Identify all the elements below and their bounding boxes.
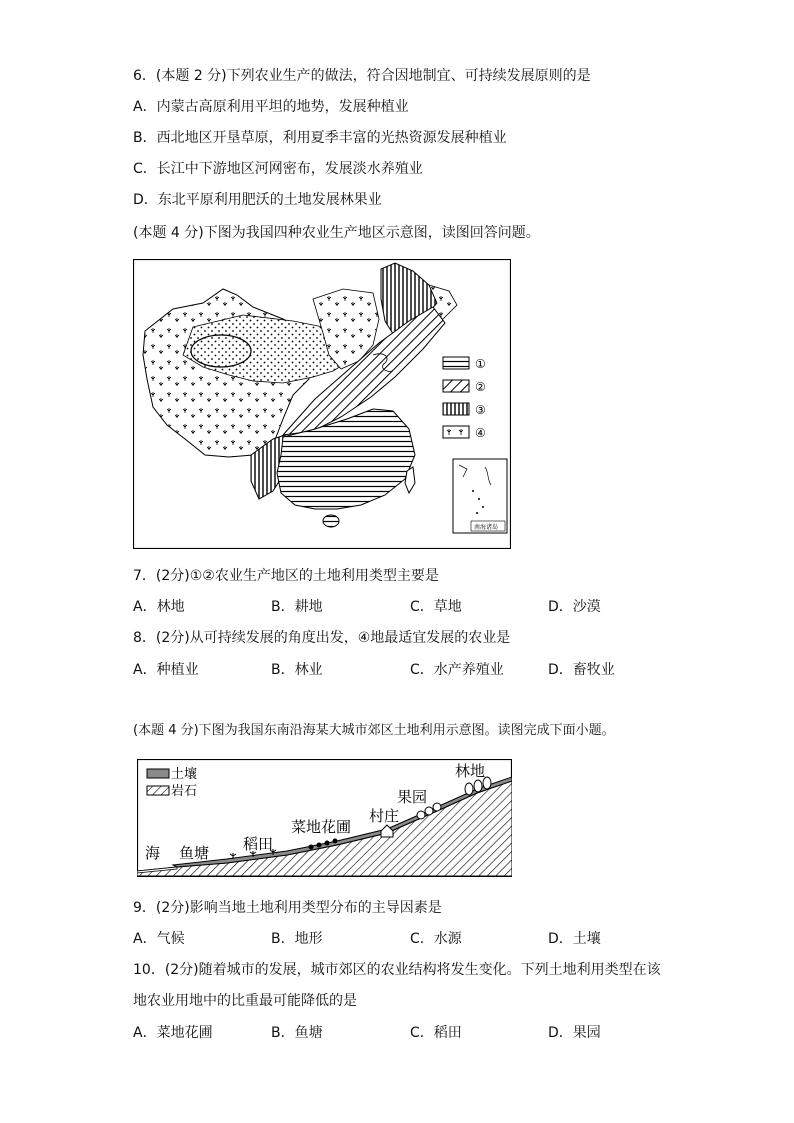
group1-intro: (本题 4 分)下图为我国四种农业生产地区示意图，读图回答问题。	[133, 225, 540, 241]
legend-soil-label: 土壤	[171, 767, 198, 782]
hainan	[323, 515, 339, 527]
q8-option-a: A．种植业	[133, 662, 199, 678]
legend-label-1: ①	[475, 357, 486, 371]
legend-label-3: ③	[475, 403, 486, 417]
label-orchard: 果园	[397, 788, 428, 806]
label-sea: 海	[145, 844, 161, 862]
q7-option-a: A．林地	[133, 599, 185, 615]
q9-option-c: C．水源	[410, 931, 462, 947]
legend-rock-label: 岩石	[171, 784, 198, 799]
q10-option-b: B．鱼塘	[271, 1025, 323, 1041]
q6-stem: 6．(本题 2 分)下列农业生产的做法，符合因地制宜、可持续发展原则的是	[133, 68, 591, 84]
q7-option-c: C．草地	[410, 599, 462, 615]
legend-soil-swatch	[147, 769, 169, 778]
q10-option-c: C．稻田	[410, 1025, 462, 1041]
q6-option-c: C．长江中下游地区河网密布，发展淡水养殖业	[133, 161, 423, 177]
q10-stem-line1: 10．(2分)随着城市的发展，城市郊区的农业结构将发生变化。下列土地利用类型在该	[133, 962, 661, 978]
q9-option-d: D．土壤	[548, 931, 601, 947]
q10-stem-line2: 地农业用地中的比重最可能降低的是	[133, 993, 357, 1009]
q8-option-b: B．林业	[271, 662, 323, 678]
q8-stem: 8．(2分)从可持续发展的角度出发，④地最适宜发展的农业是	[133, 630, 511, 646]
group2-intro: (本题 4 分)下图为我国东南沿海某大城市郊区土地利用示意图。读图完成下面小题。	[133, 723, 615, 738]
q6-option-b: B．西北地区开垦草原，利用夏季丰富的光热资源发展种植业	[133, 130, 507, 146]
q9-option-a: A．气候	[133, 931, 185, 947]
basin-oval	[191, 335, 251, 367]
q7-option-d: D．沙漠	[548, 599, 601, 615]
legend-swatch-1	[443, 357, 469, 369]
legend-label-2: ②	[475, 380, 486, 394]
q9-stem: 9．(2分)影响当地土地利用类型分布的主导因素是	[133, 900, 442, 916]
inset-label: 南海诸岛	[474, 524, 499, 531]
q7-stem: 7．(2分)①②农业生产地区的土地利用类型主要是	[133, 568, 439, 584]
q10-option-d: D．果园	[548, 1025, 601, 1041]
label-forest: 林地	[455, 762, 486, 780]
label-village: 村庄	[369, 807, 400, 825]
south-china-sea-inset	[453, 459, 507, 533]
legend-rock-swatch	[147, 786, 169, 795]
q8-option-c: C．水产养殖业	[410, 662, 504, 678]
q6-option-d: D．东北平原利用肥沃的土地发展林果业	[133, 192, 382, 208]
label-paddy: 稻田	[243, 835, 274, 853]
legend-swatch-4	[443, 426, 469, 438]
q10-option-a: A．菜地花圃	[133, 1025, 213, 1041]
q7-option-b: B．耕地	[271, 599, 323, 615]
legend-swatch-2	[443, 380, 469, 392]
q6-option-a: A．内蒙古高原利用平坦的地势，发展种植业	[133, 99, 409, 115]
q8-option-d: D．畜牧业	[548, 662, 615, 678]
legend-label-4: ④	[475, 426, 486, 440]
label-garden: 菜地花圃	[291, 818, 352, 836]
china-agriculture-map	[133, 259, 511, 549]
land-use-profile-diagram	[137, 759, 512, 877]
label-pond: 鱼塘	[179, 844, 210, 862]
legend-swatch-3	[443, 403, 469, 415]
q9-option-b: B．地形	[271, 931, 323, 947]
